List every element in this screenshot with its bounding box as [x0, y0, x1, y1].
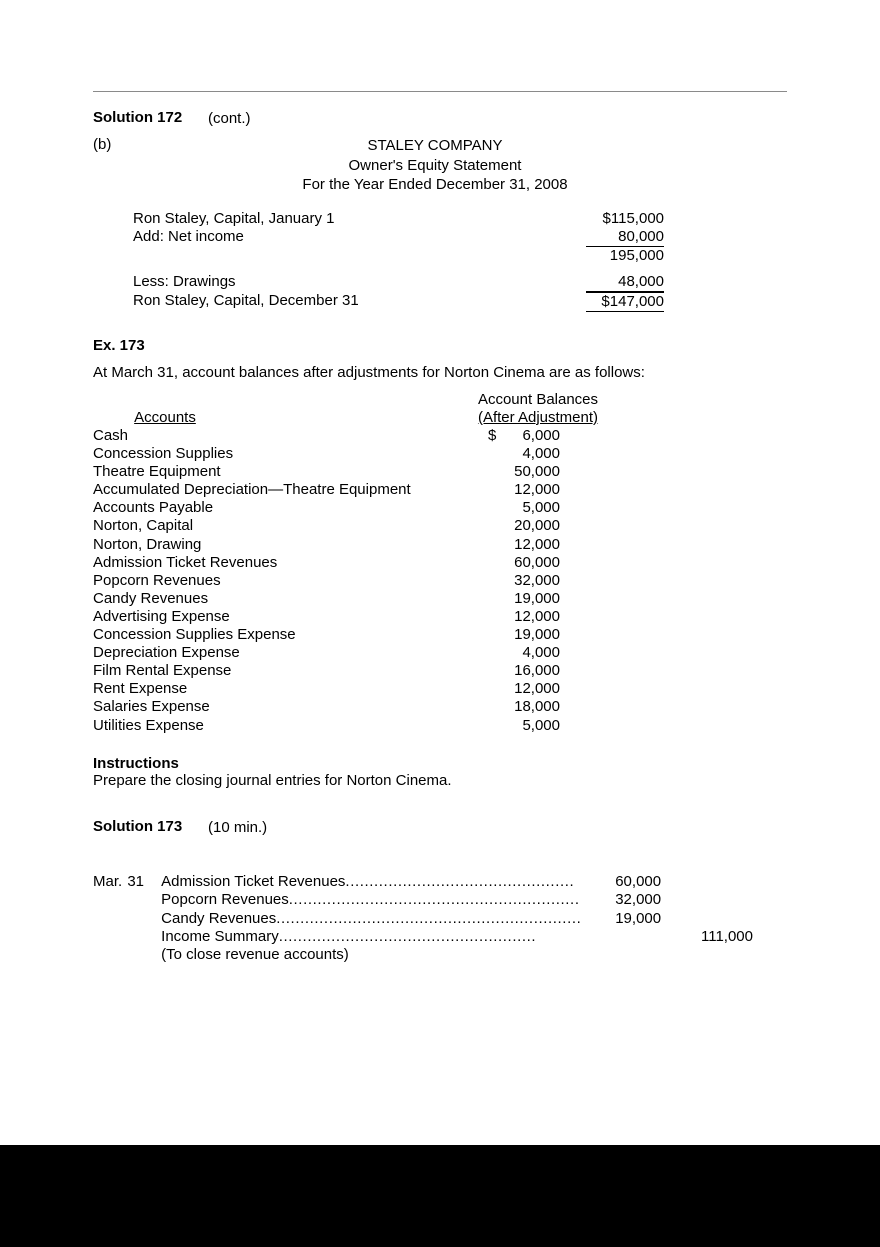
table-row	[93, 463, 560, 481]
account-name: Norton, Capital	[93, 517, 194, 535]
account-balance: 19,000	[514, 589, 560, 607]
account-name: Salaries Expense	[93, 698, 210, 716]
journal-account: Admission Ticket Revenues................................................	[161, 873, 575, 890]
account-balance: 20,000	[514, 517, 560, 535]
part-b-label: (b)	[93, 136, 112, 153]
page-bottom-black-band	[0, 1145, 880, 1247]
table-row	[93, 910, 753, 928]
account-balance: 12,000	[514, 607, 560, 625]
table-row	[93, 626, 560, 644]
equity-row-amount: 48,000	[568, 273, 664, 292]
account-balance: 4,000	[522, 445, 560, 463]
account-balance: $ 6,000	[488, 427, 560, 444]
solution-172-heading: Solution 172	[93, 109, 183, 126]
ex-173-intro-text: At March 31, account balances after adjustments for Norton Cinema are as follows:	[93, 364, 645, 381]
journal-debit-amount: 19,000	[615, 909, 662, 927]
table-row	[133, 292, 664, 312]
account-balance: 50,000	[514, 463, 560, 481]
table-row	[93, 445, 560, 463]
account-name: Norton, Drawing	[93, 535, 202, 553]
account-name: Candy Revenues	[93, 589, 209, 607]
account-name: Advertising Expense	[93, 607, 230, 625]
journal-month	[93, 910, 127, 928]
journal-month	[93, 928, 127, 946]
account-balance: 5,000	[522, 499, 560, 517]
table-row	[93, 662, 560, 680]
account-balance: 18,000	[514, 698, 560, 716]
account-name: Popcorn Revenues	[93, 571, 221, 589]
account-balance: 16,000	[514, 662, 560, 680]
table-row	[93, 590, 560, 608]
table-row	[93, 946, 753, 964]
account-balance: 12,000	[514, 481, 560, 499]
table-row	[93, 928, 753, 946]
table-row	[93, 481, 560, 499]
header-divider-rule	[93, 91, 787, 92]
table-row	[93, 891, 753, 909]
account-balances-header-line2: (After Adjustment)	[477, 409, 599, 426]
journal-debit-amount	[581, 928, 668, 946]
table-row	[93, 536, 560, 554]
equity-row-label: Add: Net income	[133, 228, 244, 245]
account-balance: 5,000	[522, 716, 560, 734]
instructions-text: Prepare the closing journal entries for Norton Cinema.	[93, 772, 452, 789]
journal-month	[93, 891, 127, 909]
journal-debit-amount: 60,000	[615, 873, 662, 890]
equity-row-subtotal: 195,000	[609, 247, 664, 264]
account-name: Film Rental Expense	[93, 662, 232, 680]
owners-equity-statement-table	[133, 210, 664, 312]
table-row	[93, 698, 560, 716]
journal-day	[127, 891, 161, 909]
table-row	[93, 427, 560, 445]
account-balance: 4,000	[522, 644, 560, 662]
table-row	[93, 554, 560, 572]
accounts-column-header	[113, 409, 217, 427]
statement-period: For the Year Ended December 31, 2008	[302, 176, 568, 193]
table-row	[93, 717, 560, 735]
table-row	[93, 499, 560, 517]
journal-month: Mar.	[93, 873, 123, 890]
journal-debit-amount: 32,000	[615, 891, 662, 909]
statement-title: Owner's Equity Statement	[348, 156, 522, 174]
account-balance: 60,000	[514, 553, 560, 571]
account-balance: 32,000	[514, 571, 560, 589]
table-row	[133, 273, 664, 292]
journal-account: Candy Revenues................................................................	[161, 909, 582, 927]
journal-credit-amount	[668, 891, 753, 909]
equity-row-amount: $115,000	[602, 210, 664, 227]
instructions-heading: Instructions	[93, 755, 179, 772]
account-name: Concession Supplies	[93, 445, 234, 463]
account-name: Accounts Payable	[93, 499, 214, 517]
equity-row-label: Ron Staley, Capital, January 1	[133, 210, 335, 227]
table-row	[93, 572, 560, 590]
account-name: Depreciation Expense	[93, 644, 240, 662]
journal-credit-amount	[668, 910, 753, 928]
table-row	[93, 644, 560, 662]
table-row	[133, 210, 664, 228]
account-name: Utilities Expense	[93, 716, 204, 734]
journal-day: 31	[127, 873, 145, 890]
accounts-column-header-label: Accounts	[134, 409, 196, 426]
equity-row-label: Ron Staley, Capital, December 31	[133, 292, 359, 309]
statement-title-block	[93, 136, 777, 195]
closing-journal-entry-table	[93, 873, 753, 964]
table-row	[93, 608, 560, 626]
table-row	[133, 228, 664, 247]
account-name: Accumulated Depreciation—Theatre Equipment	[93, 481, 411, 499]
account-name: Concession Supplies Expense	[93, 626, 296, 644]
equity-row-total: $147,000	[568, 292, 664, 312]
journal-account: Popcorn Revenues.............................................................	[161, 891, 580, 909]
table-row	[93, 873, 753, 891]
account-balance: 12,000	[514, 680, 560, 698]
account-balances-body	[93, 427, 560, 735]
solution-173-heading: Solution 173	[93, 818, 183, 835]
table-row	[133, 247, 664, 265]
account-name: Admission Ticket Revenues	[93, 553, 278, 571]
account-balances-header-line1: Account Balances	[477, 391, 599, 408]
table-row	[93, 517, 560, 535]
equity-row-label	[133, 247, 568, 265]
journal-day	[127, 910, 161, 928]
journal-credit-amount: 111,000	[701, 927, 753, 945]
equity-row-amount: 80,000	[568, 228, 664, 247]
account-balances-table	[93, 427, 560, 735]
solution-173-time-estimate: (10 min.)	[208, 819, 268, 836]
account-balance: 12,000	[514, 535, 560, 553]
account-balance: 19,000	[514, 626, 560, 644]
account-name: Cash	[93, 427, 129, 444]
statement-company-name: STALEY COMPANY	[367, 137, 503, 154]
account-name: Rent Expense	[93, 680, 188, 698]
ex-173-heading: Ex. 173	[93, 337, 145, 354]
table-row	[93, 680, 560, 698]
account-name: Theatre Equipment	[93, 463, 221, 481]
spacer-row	[133, 265, 664, 273]
account-balances-column-header	[440, 391, 636, 427]
journal-account: Income Summary......................................................	[161, 927, 537, 945]
journal-day	[127, 928, 161, 946]
journal-credit-amount	[668, 873, 753, 891]
journal-memo: (To close revenue accounts)	[161, 946, 349, 964]
equity-row-label: Less: Drawings	[133, 273, 236, 290]
solution-172-continued-note: (cont.)	[208, 110, 251, 127]
